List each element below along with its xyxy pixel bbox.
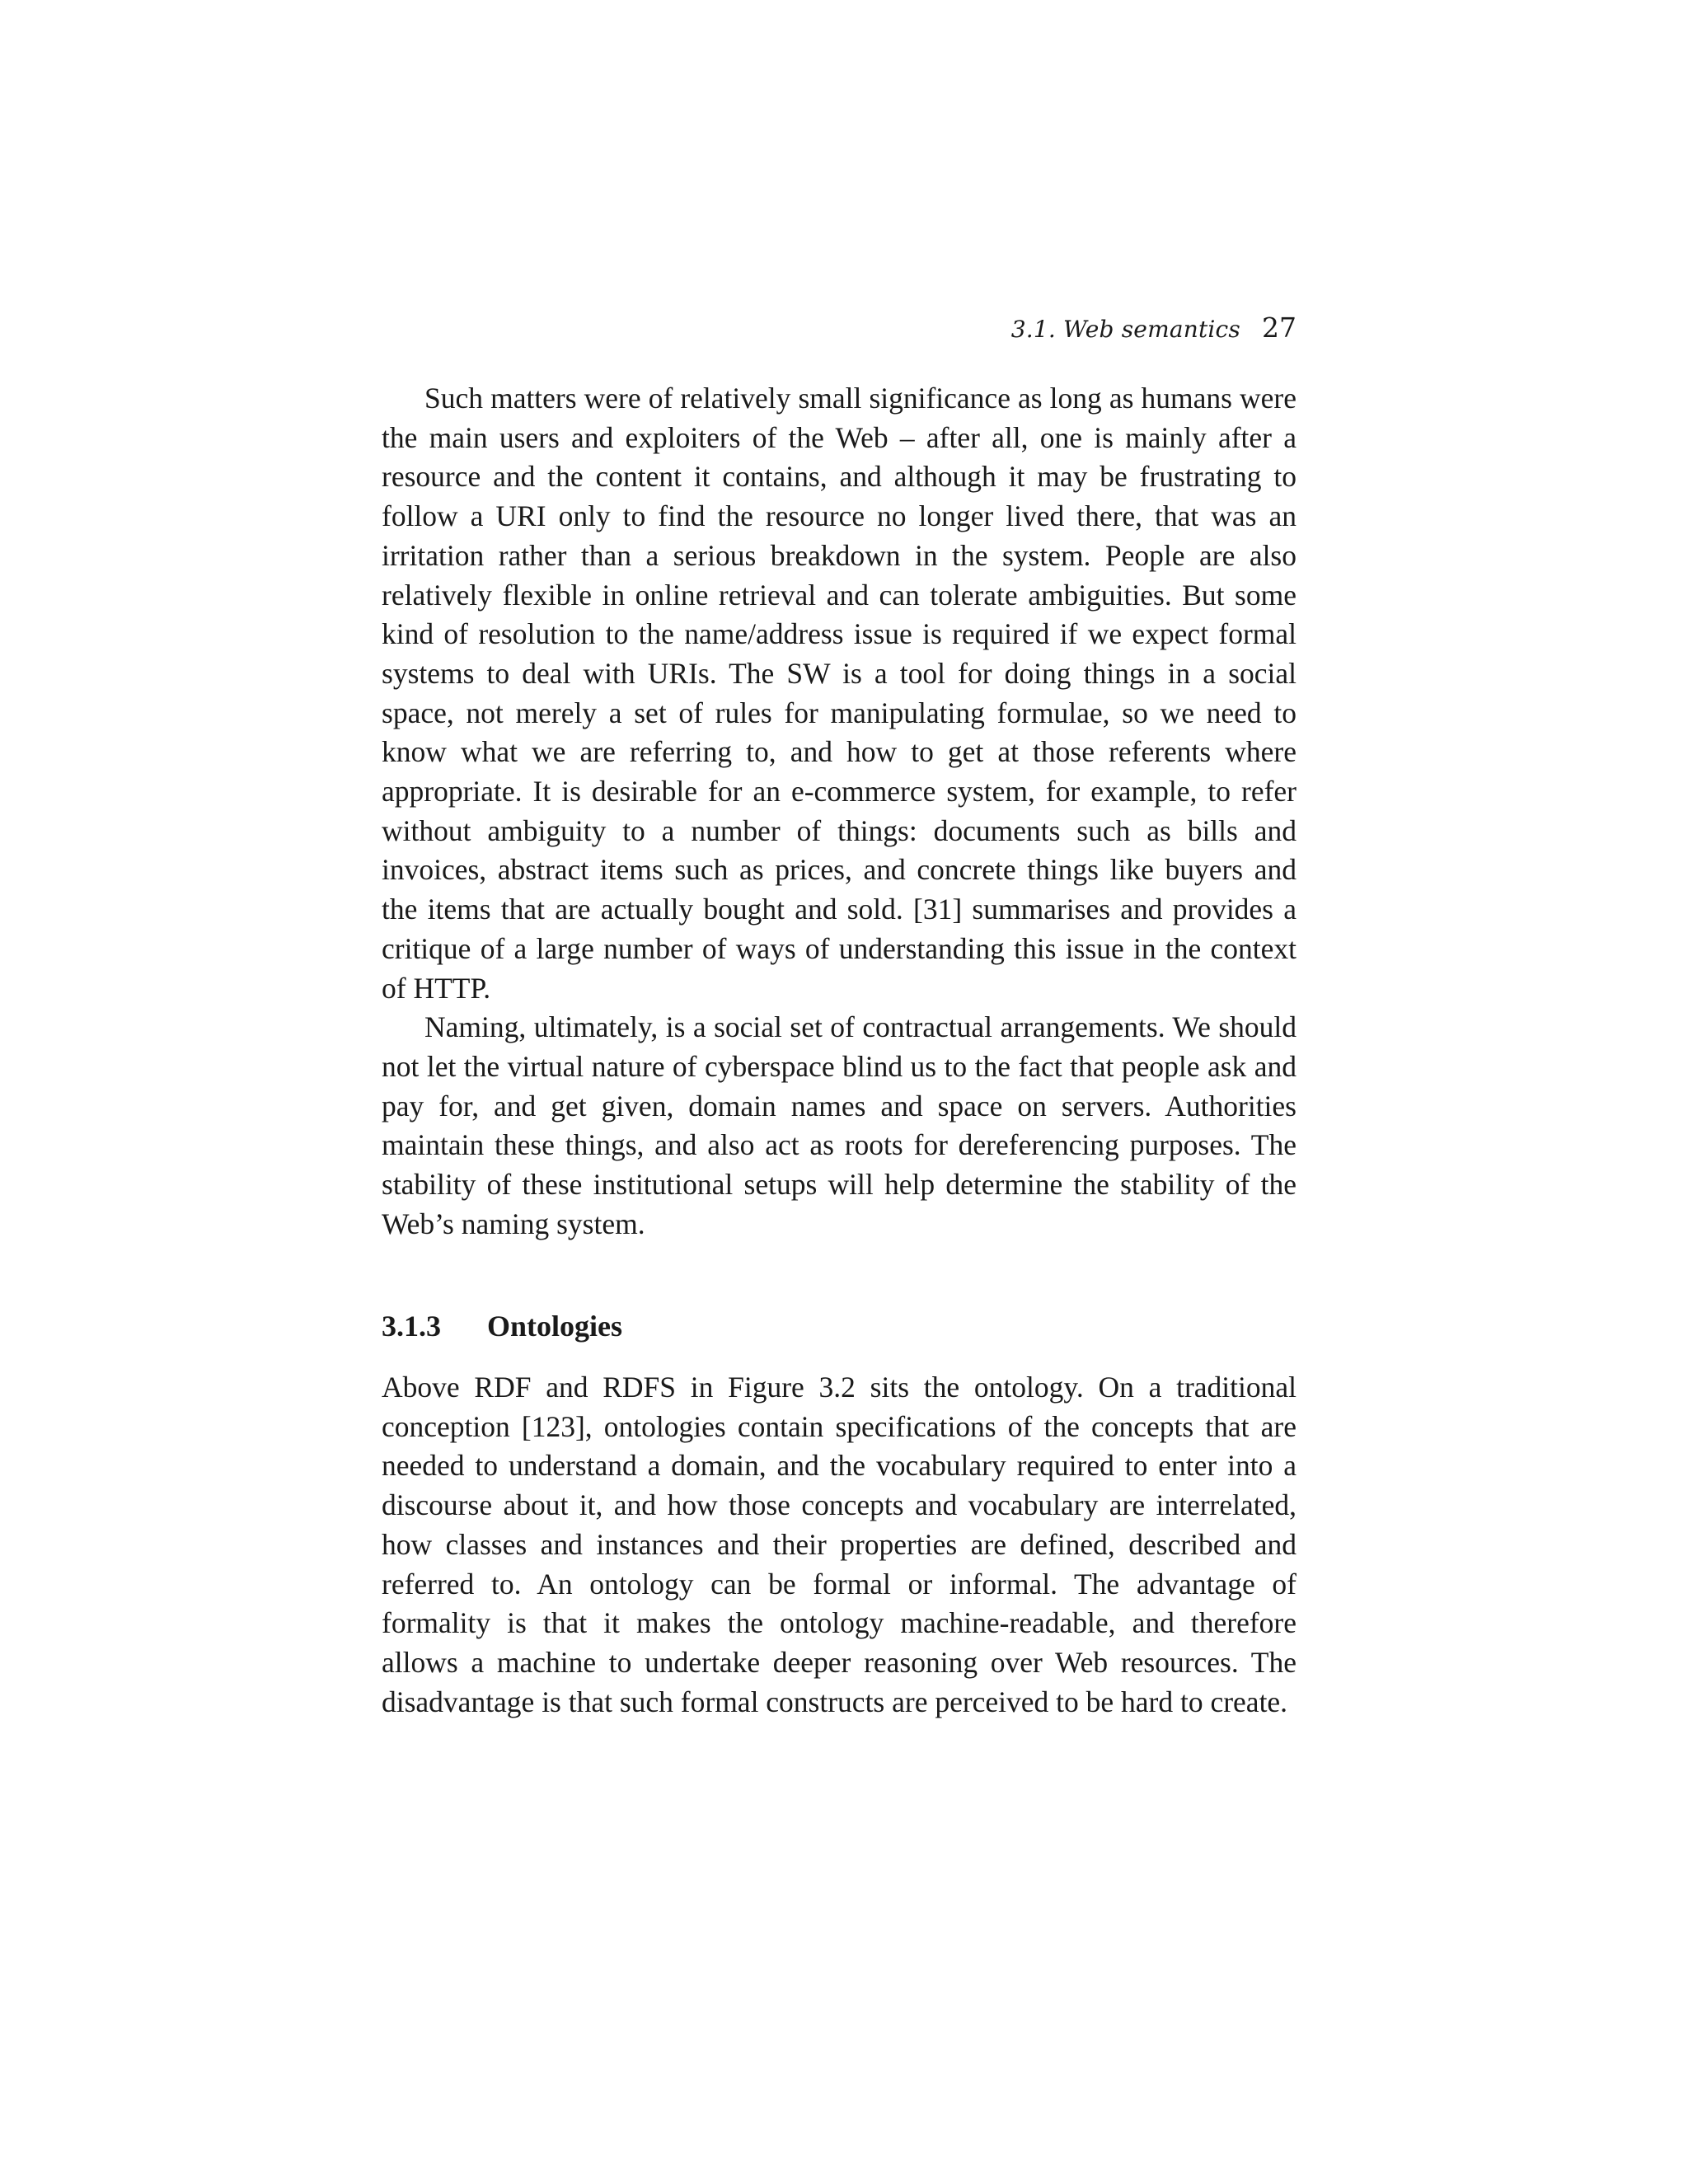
- section-paragraph: Above RDF and RDFS in Figure 3.2 sits the ontology. On a traditional conception [123], ontologies contain specifications of the concepts that are needed to understand a domain, and the vocabulary required to enter into a discourse about it, and how those concepts and vocabulary are interrelated, how classes and instances and their properties are defined, described and referred to. An ontology can be formal or informal. The advantage of formality is that it makes the ontology machine-readable, and therefore allows a machine to undertake deeper reasoning over Web resources. The disadvantage is that such formal constructs are perceived to be hard to create.: [382, 1371, 1296, 1718]
- paragraph-2: Naming, ultimately, is a social set of contractual arrangements. We should not let the virtual nature of cyberspace blind us to the fact that people ask and pay for, and get given, domain names and space on servers. Authorities maintain these things, and also act as roots for dereferencing purposes. The stability of these institutional setups will help determine the stability of the Web’s naming system.: [382, 1010, 1296, 1240]
- paragraph-1: Such matters were of relatively small significance as long as humans were the main users and exploiters of the Web – after all, one is mainly after a resource and the content it contains, and although it may be frustrating to follow a URI only to find the resource no longer lived there, that was an irritation rather than a serious breakdown in the system. People are also relatively flexible in online retrieval and can tolerate ambiguities. But some kind of resolution to the name/address issue is required if we expect formal systems to deal with URIs. The SW is a tool for doing things in a social space, not merely a set of rules for manipulating formulae, so we need to know what we are referring to, and how to get at those referents where appropriate. It is desirable for an e-commerce system, for example, to refer without ambiguity to a number of things: documents such as bills and invoices, abstract items such as prices, and concrete things like buyers and the items that are actually bought and sold. [31] summarises and provides a critique of a large number of ways of understanding this issue in the context of HTTP.: [382, 382, 1296, 1005]
- section-heading: [382, 1306, 1296, 1346]
- running-head-section: 3.1. Web semantics: [1010, 316, 1240, 343]
- section-number: 3.1.3: [382, 1310, 441, 1343]
- section-body: [382, 1368, 1296, 1722]
- body-text: [382, 379, 1296, 1244]
- section-title: Ontologies: [487, 1310, 623, 1343]
- running-head: [382, 312, 1296, 349]
- page-number: 27: [1262, 312, 1296, 344]
